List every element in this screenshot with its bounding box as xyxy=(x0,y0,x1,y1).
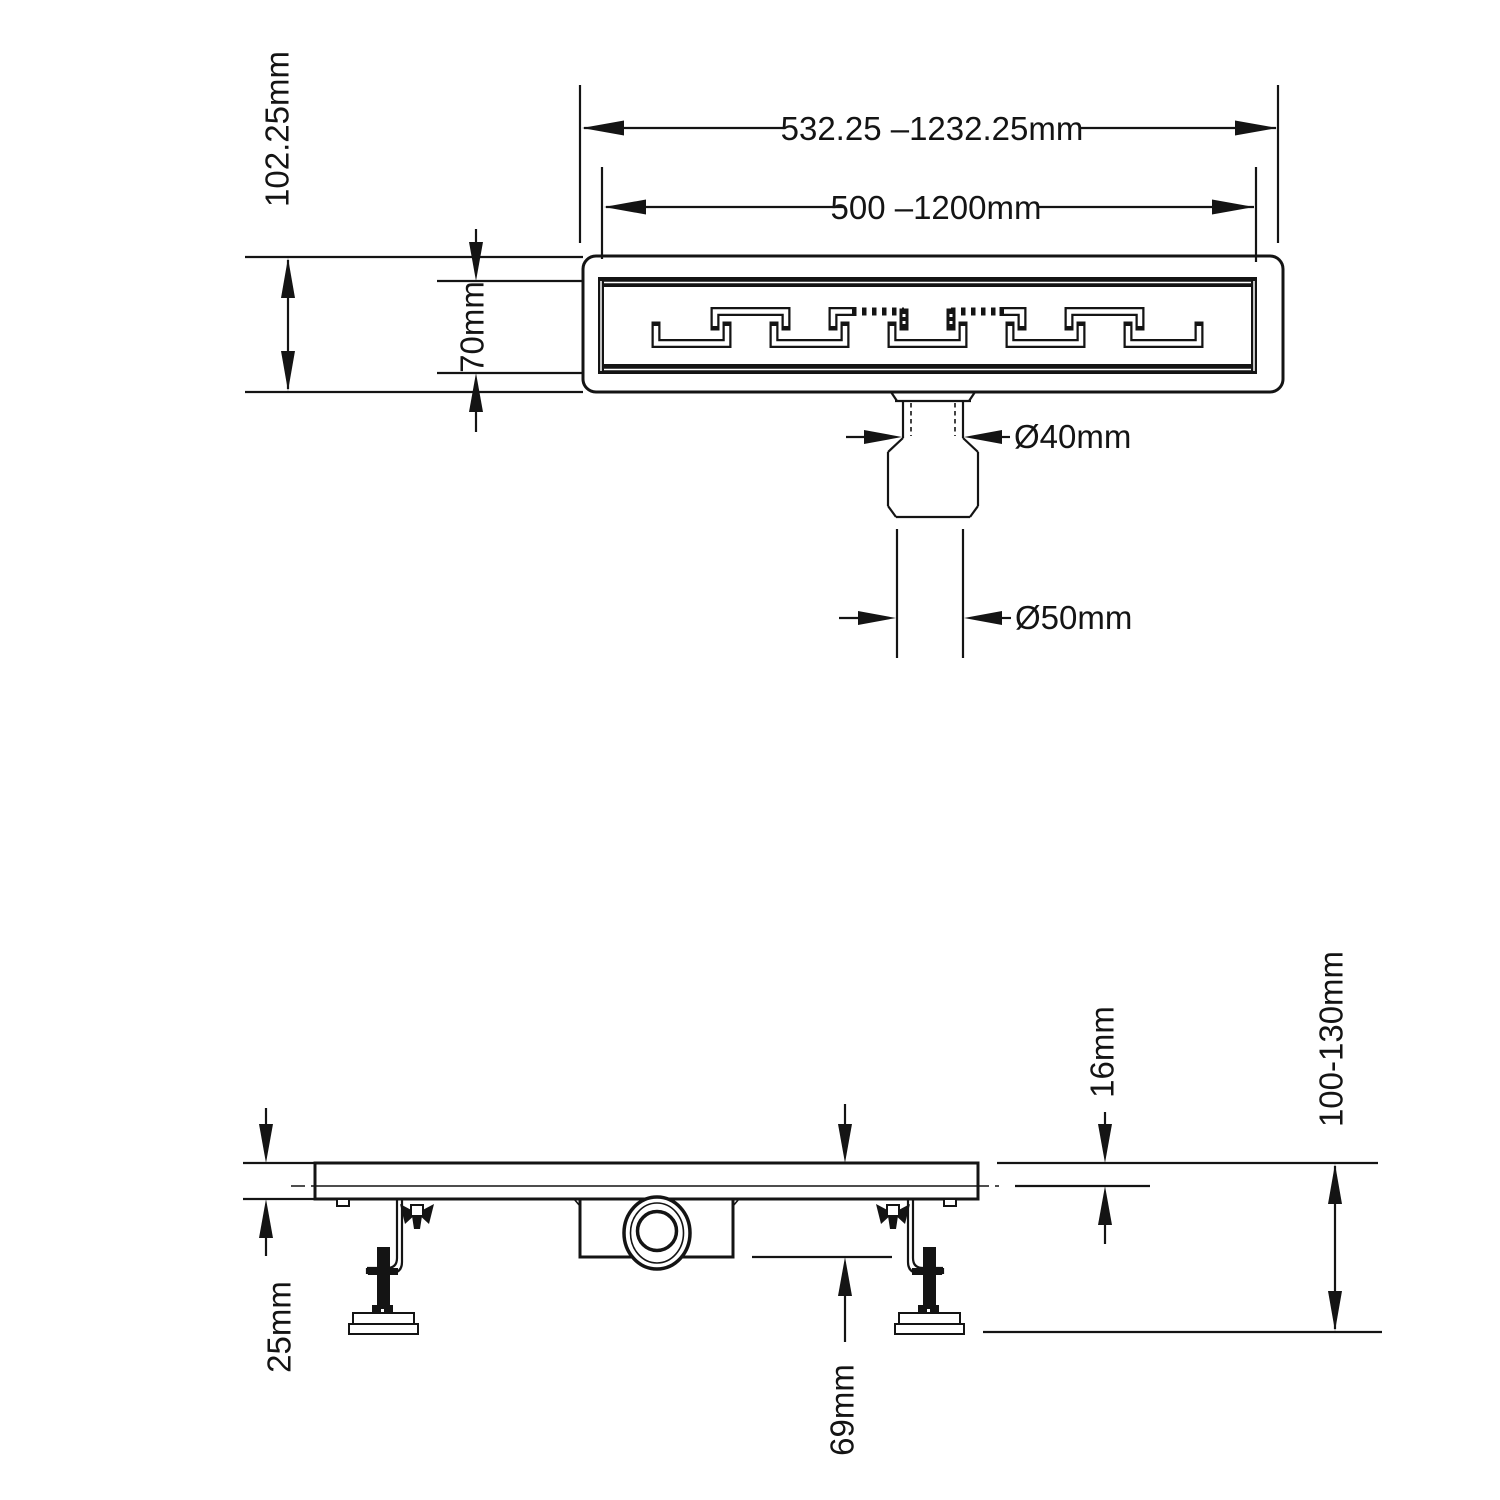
dim-pipe-diameter xyxy=(839,599,1132,636)
overall-length-label: 532.25 –1232.25mm xyxy=(780,110,1084,147)
top-view xyxy=(245,51,1283,658)
grate-thickness-label: 16mm xyxy=(1083,1006,1121,1098)
dim-grate-thickness xyxy=(1015,1006,1150,1244)
arrowhead-left-icon xyxy=(964,611,1002,625)
leveling-foot-right xyxy=(876,1199,964,1334)
dim-trap-depth xyxy=(752,1257,892,1456)
dim-grate-length xyxy=(602,167,1256,262)
arrowhead-down-icon xyxy=(1098,1124,1112,1163)
arrowhead-up-icon xyxy=(281,258,295,298)
arrowhead-left-icon xyxy=(582,121,624,136)
outlet-diameter-label: Ø40mm xyxy=(1014,418,1132,455)
drain-body xyxy=(583,256,1283,392)
arrowhead-up-icon xyxy=(1328,1164,1342,1204)
end-tab-right xyxy=(944,1199,956,1206)
foot-base xyxy=(899,1313,960,1324)
arrowhead-up-icon xyxy=(1098,1186,1112,1225)
dim-installation-height xyxy=(997,951,1378,1331)
dim-overall-width xyxy=(245,51,583,392)
grate-length-label: 500 –1200mm xyxy=(830,189,1042,226)
trap-depth-label: 69mm xyxy=(823,1364,861,1456)
threaded-rod xyxy=(923,1247,936,1309)
arrowhead-down-icon xyxy=(838,1124,852,1163)
overall-width-label: 102.25mm xyxy=(258,51,296,207)
foot-base xyxy=(353,1313,414,1324)
dim-edge-height xyxy=(243,1108,315,1373)
arrowhead-up-icon xyxy=(838,1257,852,1296)
arrowhead-right-icon xyxy=(1235,121,1277,136)
arrowhead-left-icon xyxy=(604,200,646,215)
dim-channel-width xyxy=(437,229,583,432)
channel-plate xyxy=(315,1163,978,1199)
channel-width-label: 70mm xyxy=(453,281,491,373)
outlet-assembly xyxy=(888,392,978,658)
pipe-diameter-label: Ø50mm xyxy=(1015,599,1133,636)
end-tab-left xyxy=(337,1199,349,1206)
arrowhead-left-icon xyxy=(964,430,1002,444)
grate-pattern xyxy=(656,312,1199,344)
arrowhead-right-icon xyxy=(1212,200,1254,215)
arrowhead-down-icon xyxy=(469,242,483,281)
threaded-rod xyxy=(377,1247,390,1309)
installation-height-label: 100-130mm xyxy=(1312,950,1350,1128)
arrowhead-down-icon xyxy=(259,1124,273,1163)
arrowhead-right-icon xyxy=(858,611,896,625)
arrowhead-down-icon xyxy=(281,351,295,391)
side-view xyxy=(243,951,1382,1456)
surface-reference-arrow xyxy=(838,1104,852,1163)
arrowhead-down-icon xyxy=(1328,1291,1342,1331)
arrowhead-up-icon xyxy=(259,1199,273,1238)
outlet-side xyxy=(624,1197,690,1269)
arrowhead-right-icon xyxy=(864,430,902,444)
edge-height-label: 25mm xyxy=(260,1281,298,1373)
leveling-foot-left xyxy=(349,1199,434,1334)
dim-outlet-diameter xyxy=(846,418,1131,455)
